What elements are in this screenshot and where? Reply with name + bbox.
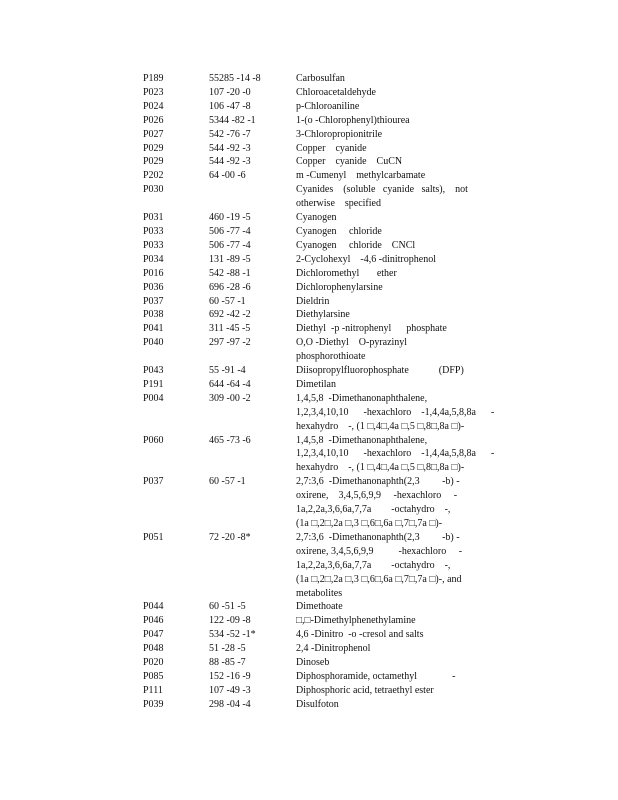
substance-name-line: 1a,2,2a,3,6,6a,7,7a -octahydro -, bbox=[296, 559, 451, 571]
substance-name-line: (1a □,2□,2a □,3 □,6□,6a □,7□,7a □)- bbox=[296, 518, 443, 529]
substance-name-line: hexahydro -, (1 □,4□,4a □,5 □,8□,8a □)- bbox=[296, 420, 465, 432]
substance-name bbox=[296, 336, 503, 364]
substance-name-line: 1,2,3,4,10,10 -hexachloro -1,4,4a,5,8,8a - bbox=[296, 406, 495, 418]
waste-code: P029 bbox=[143, 156, 164, 168]
substance-name bbox=[296, 128, 503, 142]
table-row bbox=[143, 475, 503, 531]
substance-name-line: 2,7:3,6 -Dimethanonaphth(2,3 -b) - bbox=[296, 531, 460, 543]
cas-number: 644 -64 -4 bbox=[209, 378, 251, 390]
cas-number: 152 -16 -9 bbox=[209, 670, 251, 682]
cas-number: 55 -91 -4 bbox=[209, 365, 246, 377]
substance-name bbox=[296, 642, 503, 656]
table-row bbox=[143, 308, 503, 322]
cas-number: 122 -09 -8 bbox=[209, 615, 251, 627]
substance-name-line: Diethylarsine bbox=[296, 309, 350, 321]
waste-code: P060 bbox=[143, 434, 164, 446]
substance-name-line: Cyanogen bbox=[296, 212, 337, 224]
table-row bbox=[143, 434, 503, 476]
substance-name-line: 2-Cyclohexyl -4,6 -dinitrophenol bbox=[296, 253, 436, 265]
substance-name-line: Copper cyanide CuCN bbox=[296, 156, 403, 168]
substance-name bbox=[296, 142, 503, 156]
cas-number: 60 -57 -1 bbox=[209, 476, 246, 488]
cas-number: 506 -77 -4 bbox=[209, 239, 251, 251]
substance-name-line: phosphorothioate bbox=[296, 351, 366, 363]
substance-name-line: Dichlorophenylarsine bbox=[296, 281, 383, 293]
table-row bbox=[143, 114, 503, 128]
waste-code: P029 bbox=[143, 142, 164, 154]
substance-name-line: 1,4,5,8 -Dimethanonaphthalene, bbox=[296, 392, 428, 404]
substance-name bbox=[296, 183, 503, 211]
table-row bbox=[143, 100, 503, 114]
table-row bbox=[143, 225, 503, 239]
substance-name bbox=[296, 114, 503, 128]
waste-code: P030 bbox=[143, 184, 164, 196]
waste-code: P031 bbox=[143, 212, 164, 224]
table-row bbox=[143, 698, 503, 712]
substance-name bbox=[296, 308, 503, 322]
substance-name-line: otherwise specified bbox=[296, 198, 381, 210]
waste-code: P051 bbox=[143, 531, 164, 543]
waste-code: P111 bbox=[143, 684, 163, 696]
substance-name-line: Dimethoate bbox=[296, 601, 343, 613]
table-row bbox=[143, 600, 503, 614]
waste-code: P026 bbox=[143, 114, 164, 126]
substance-name-line: metabolites bbox=[296, 587, 343, 599]
cas-number: 64 -00 -6 bbox=[209, 170, 246, 182]
substance-name-line: Dieldrin bbox=[296, 295, 330, 307]
substance-name bbox=[296, 614, 503, 628]
table-row bbox=[143, 336, 503, 364]
substance-name-line: 4,6 -Dinitro -o -cresol and salts bbox=[296, 629, 424, 641]
waste-code: P027 bbox=[143, 128, 164, 140]
cas-number: 106 -47 -8 bbox=[209, 100, 251, 112]
table-row bbox=[143, 614, 503, 628]
waste-code: P048 bbox=[143, 643, 164, 655]
table-row bbox=[143, 239, 503, 253]
substance-name bbox=[296, 267, 503, 281]
waste-code: P202 bbox=[143, 170, 164, 182]
substance-name bbox=[296, 684, 503, 698]
substance-name bbox=[296, 600, 503, 614]
table-row bbox=[143, 295, 503, 309]
cas-number: 5344 -82 -1 bbox=[209, 114, 256, 126]
substance-name bbox=[296, 169, 503, 183]
substance-name-line: 1,4,5,8 -Dimethanonaphthalene, bbox=[296, 434, 428, 446]
substance-name-line: Dichloromethyl ether bbox=[296, 267, 397, 279]
table-row bbox=[143, 155, 503, 169]
substance-name-line: 3-Chloropropionitrile bbox=[296, 128, 383, 140]
substance-name bbox=[296, 281, 503, 295]
cas-number: 107 -49 -3 bbox=[209, 684, 251, 696]
substance-name-line: Diphosphoric acid, tetraethyl ester bbox=[296, 684, 434, 696]
substance-name-line: (1a □,2□,2a □,3 □,6□,6a □,7□,7a □)-, and bbox=[296, 573, 462, 585]
substance-name-line: Cyanogen chloride CNCl bbox=[296, 239, 416, 251]
waste-code: P023 bbox=[143, 86, 164, 98]
waste-code: P033 bbox=[143, 225, 164, 237]
substance-name bbox=[296, 628, 503, 642]
substance-name bbox=[296, 86, 503, 100]
substance-name-line: Copper cyanide bbox=[296, 142, 367, 154]
table-row bbox=[143, 322, 503, 336]
cas-number: 297 -97 -2 bbox=[209, 337, 251, 349]
cas-number: 506 -77 -4 bbox=[209, 225, 251, 237]
cas-number: 51 -28 -5 bbox=[209, 643, 246, 655]
cas-number: 72 -20 -8* bbox=[209, 531, 251, 543]
cas-number: 309 -00 -2 bbox=[209, 392, 251, 404]
substance-name-line: O,O -Diethyl O-pyrazinyl bbox=[296, 337, 408, 349]
table-row bbox=[143, 364, 503, 378]
substance-name bbox=[296, 475, 503, 531]
substance-name bbox=[296, 253, 503, 267]
cas-number: 88 -85 -7 bbox=[209, 657, 246, 669]
substance-name-line: □,□-Dimethylphenethylamine bbox=[296, 615, 416, 627]
substance-name bbox=[296, 239, 503, 253]
table-row bbox=[143, 281, 503, 295]
cas-number: 60 -51 -5 bbox=[209, 601, 246, 613]
substance-name bbox=[296, 295, 503, 309]
table-row bbox=[143, 267, 503, 281]
waste-code: P004 bbox=[143, 392, 164, 404]
cas-number: 107 -20 -0 bbox=[209, 86, 251, 98]
substance-name-line: Chloroacetaldehyde bbox=[296, 86, 376, 98]
substance-name-line: 2,4 -Dinitrophenol bbox=[296, 643, 371, 655]
substance-name-line: p-Chloroaniline bbox=[296, 100, 360, 112]
waste-code: P044 bbox=[143, 601, 164, 613]
substance-name bbox=[296, 211, 503, 225]
table-row bbox=[143, 684, 503, 698]
waste-code: P034 bbox=[143, 253, 164, 265]
waste-code: P191 bbox=[143, 378, 164, 390]
waste-code: P047 bbox=[143, 629, 164, 641]
substance-name bbox=[296, 392, 503, 434]
cas-number: 542 -76 -7 bbox=[209, 128, 251, 140]
waste-code: P020 bbox=[143, 657, 164, 669]
cas-number: 298 -04 -4 bbox=[209, 698, 251, 710]
table-row bbox=[143, 86, 503, 100]
substance-name bbox=[296, 364, 503, 378]
substance-name-line: Disulfoton bbox=[296, 698, 339, 710]
substance-name bbox=[296, 698, 503, 712]
waste-code: P040 bbox=[143, 337, 164, 349]
waste-code: P036 bbox=[143, 281, 164, 293]
substance-name bbox=[296, 434, 503, 476]
table-row bbox=[143, 628, 503, 642]
cas-number: 544 -92 -3 bbox=[209, 156, 251, 168]
substance-name-line: Diphosphoramide, octamethyl - bbox=[296, 670, 456, 682]
substance-name bbox=[296, 322, 503, 336]
substance-name bbox=[296, 378, 503, 392]
cas-number: 465 -73 -6 bbox=[209, 434, 251, 446]
table-row bbox=[143, 642, 503, 656]
substance-name bbox=[296, 656, 503, 670]
substance-name-line: Carbosulfan bbox=[296, 73, 345, 84]
cas-number: 544 -92 -3 bbox=[209, 142, 251, 154]
substance-name-line: Diethyl -p -nitrophenyl phosphate bbox=[296, 323, 447, 335]
table-row bbox=[143, 211, 503, 225]
substance-name-line: Cyanides (soluble cyanide salts), not bbox=[296, 184, 468, 196]
substance-name-line: 2,7:3,6 -Dimethanonaphth(2,3 -b) - bbox=[296, 476, 460, 488]
cas-number: 60 -57 -1 bbox=[209, 295, 246, 307]
cas-number: 692 -42 -2 bbox=[209, 309, 251, 321]
waste-code: P016 bbox=[143, 267, 164, 279]
substance-name-line: 1,2,3,4,10,10 -hexachloro -1,4,4a,5,8,8a - bbox=[296, 448, 495, 460]
table-row bbox=[143, 378, 503, 392]
waste-code: P041 bbox=[143, 323, 164, 335]
cas-number: 311 -45 -5 bbox=[209, 323, 251, 335]
waste-code: P039 bbox=[143, 698, 164, 710]
waste-code: P033 bbox=[143, 239, 164, 251]
substance-name-line: Cyanogen chloride bbox=[296, 225, 382, 237]
hazardous-waste-table bbox=[143, 72, 503, 712]
substance-name bbox=[296, 100, 503, 114]
waste-code: P037 bbox=[143, 476, 164, 488]
table-row bbox=[143, 253, 503, 267]
waste-code: P037 bbox=[143, 295, 164, 307]
waste-code: P189 bbox=[143, 73, 164, 84]
table-row bbox=[143, 531, 503, 601]
cas-number: 696 -28 -6 bbox=[209, 281, 251, 293]
substance-name bbox=[296, 155, 503, 169]
substance-name bbox=[296, 225, 503, 239]
substance-name-line: 1a,2,2a,3,6,6a,7,7a -octahydro -, bbox=[296, 504, 451, 516]
table-row bbox=[143, 72, 503, 86]
waste-code: P046 bbox=[143, 615, 164, 627]
table-row bbox=[143, 142, 503, 156]
substance-name-line: Dinoseb bbox=[296, 657, 330, 669]
cas-number: 542 -88 -1 bbox=[209, 267, 251, 279]
cas-number: 534 -52 -1* bbox=[209, 629, 256, 641]
table-row bbox=[143, 128, 503, 142]
cas-number: 131 -89 -5 bbox=[209, 253, 251, 265]
substance-name-line: oxirene, 3,4,5,6,9,9 -hexachloro - bbox=[296, 545, 463, 557]
substance-name-line: Dimetilan bbox=[296, 378, 336, 390]
waste-code: P038 bbox=[143, 309, 164, 321]
table-row bbox=[143, 183, 503, 211]
waste-code: P024 bbox=[143, 100, 164, 112]
cas-number: 460 -19 -5 bbox=[209, 212, 251, 224]
substance-name-line: hexahydro -, (1 □,4□,4a □,5 □,8□,8a □)- bbox=[296, 462, 465, 474]
table-row bbox=[143, 392, 503, 434]
table-row bbox=[143, 670, 503, 684]
cas-number: 55285 -14 -8 bbox=[209, 73, 261, 84]
substance-name bbox=[296, 531, 503, 601]
table-row bbox=[143, 656, 503, 670]
table-row bbox=[143, 169, 503, 183]
substance-name-line: oxirene, 3,4,5,6,9,9 -hexachloro - bbox=[296, 490, 458, 502]
substance-name-line: 1-(o -Chlorophenyl)thiourea bbox=[296, 114, 410, 126]
substance-name-line: Diisopropylfluorophosphate (DFP) bbox=[296, 365, 464, 377]
substance-name-line: m -Cumenyl methylcarbamate bbox=[296, 170, 426, 182]
substance-name bbox=[296, 670, 503, 684]
waste-code: P085 bbox=[143, 670, 164, 682]
waste-code: P043 bbox=[143, 365, 164, 377]
substance-name bbox=[296, 72, 503, 86]
